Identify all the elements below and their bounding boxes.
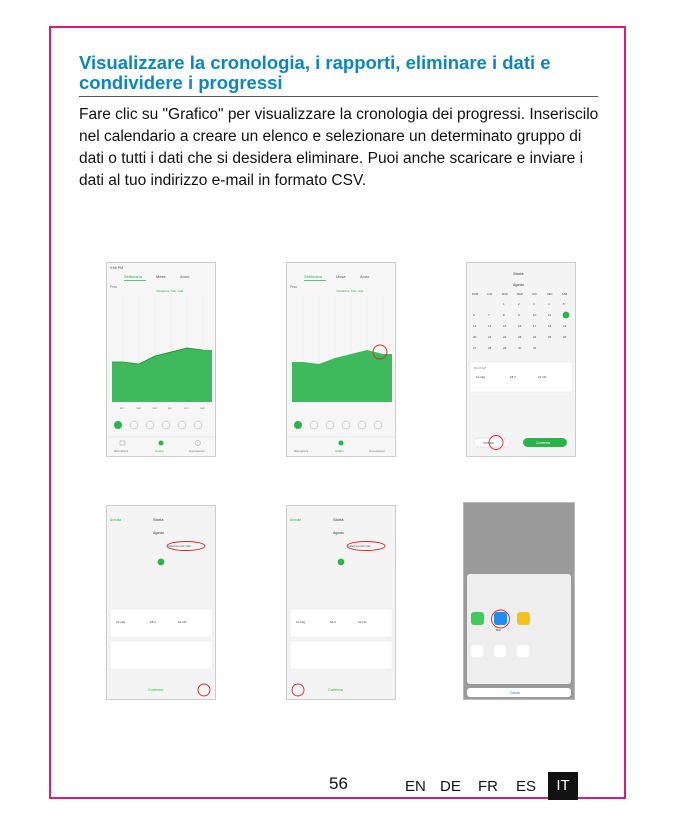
record-bmi: 18.4 — [330, 620, 336, 624]
record-fat: 21.1% — [358, 620, 367, 624]
calendar-day[interactable]: 17 — [533, 324, 537, 328]
record-weight: 10.1kg — [296, 620, 306, 624]
calendar-day[interactable]: 25 — [548, 335, 552, 339]
calendar-day[interactable]: 28 — [488, 346, 492, 350]
cancel-link[interactable]: Annulla — [290, 518, 301, 522]
calendar-day[interactable]: 1 — [503, 302, 505, 306]
screenshot-delete-data — [286, 505, 396, 709]
weekday-label: MAR — [502, 293, 508, 296]
screenshot-graph-highlight — [286, 262, 396, 466]
tab-month[interactable]: Mese — [156, 274, 166, 279]
status-bar-time: 9:56 PM — [110, 266, 124, 270]
view-all-label[interactable]: Visualizza Tutti i dati — [156, 289, 184, 293]
confirm-link[interactable]: Conferma — [328, 688, 343, 692]
record-fat: 21.1% — [538, 375, 547, 379]
language-en[interactable]: EN — [405, 778, 426, 795]
calendar-month: Agosto — [333, 531, 344, 535]
calendar-title: Storia — [333, 517, 344, 522]
calendar-day[interactable]: 22 — [503, 335, 507, 339]
language-fr[interactable]: FR — [478, 778, 498, 795]
nav-graph[interactable]: Grafico — [155, 449, 165, 453]
record-weight: 10.1kg — [116, 620, 126, 624]
mail-icon[interactable] — [494, 612, 507, 625]
tab-week[interactable]: Settimana — [304, 274, 323, 279]
svg-text:sab: sab — [200, 406, 205, 410]
calendar-day[interactable]: 3 — [533, 302, 535, 306]
weekday-label: VEN — [547, 293, 553, 296]
weekday-label: DOM — [472, 293, 479, 296]
view-all-label[interactable]: Visualizza Tutti i dati — [336, 289, 364, 293]
record-time: 00:10 AM — [474, 366, 486, 370]
calendar-day[interactable]: 6 — [473, 313, 475, 317]
title-divider — [79, 96, 598, 97]
calendar-day[interactable]: 31 — [533, 346, 537, 350]
nav-measurements[interactable]: Misurazioni — [114, 449, 129, 453]
calendar-day[interactable]: 7 — [488, 313, 490, 317]
instruction-paragraph: Fare clic su "Grafico" per visualizzare la cronologia dei progressi. Inseriscilo nel calendario a creare un elenco e selezionare un determinato gruppo di dati o tutti i dati che si desidera eliminare. Puoi anche scaricare e inviare i dati al tuo indirizzo e-mail in formato CSV. — [79, 106, 599, 189]
select-all-label[interactable]: Seleziona tutti i dati — [168, 545, 191, 548]
screenshot-graph-week — [106, 262, 216, 466]
weekday-label: LUN — [487, 293, 493, 296]
calendar-day[interactable]: 23 — [518, 335, 522, 339]
calendar-day[interactable]: 15 — [503, 324, 507, 328]
page-number: 56 — [329, 774, 348, 793]
screenshot-share-sheet — [463, 502, 573, 706]
calendar-title: Storia — [153, 517, 164, 522]
tab-year[interactable]: Anno — [180, 274, 190, 279]
nav-settings[interactable]: Impostazioni — [189, 449, 205, 453]
calendar-month: Agosto — [513, 283, 524, 287]
calendar-day[interactable]: 4 — [548, 302, 550, 306]
calendar-day[interactable]: 20 — [473, 335, 477, 339]
nav-graph[interactable]: Grafico — [335, 449, 345, 453]
language-es[interactable]: ES — [516, 778, 537, 795]
mail-label: Mail — [496, 629, 501, 632]
calendar-day[interactable]: 5 — [563, 302, 565, 306]
calendar-day[interactable]: 14 — [488, 324, 492, 328]
record-fat: 21.1% — [178, 620, 187, 624]
nav-measurements[interactable]: Misurazioni — [294, 449, 309, 453]
calendar-day[interactable]: 16 — [518, 324, 522, 328]
calendar-day[interactable]: 21 — [488, 335, 492, 339]
page-title: Visualizzare la cronologia, i rapporti, eliminare i dati e condividere i progressi — [79, 52, 551, 93]
svg-text:ven: ven — [184, 406, 189, 410]
confirm-button-label: Conferma — [536, 441, 550, 445]
svg-text:mer: mer — [152, 406, 157, 410]
screenshot-calendar — [466, 262, 576, 466]
calendar-day[interactable]: 29 — [503, 346, 507, 350]
confirm-link[interactable]: Conferma — [148, 688, 163, 692]
calendar-day[interactable]: 18 — [548, 324, 552, 328]
calendar-month: Agosto — [153, 531, 164, 535]
tab-year[interactable]: Anno — [360, 274, 370, 279]
calendar-day[interactable]: 11 — [548, 313, 552, 317]
language-de[interactable]: DE — [440, 778, 461, 795]
record-bmi: 18.4 — [150, 620, 156, 624]
svg-text:lun: lun — [120, 406, 124, 410]
messages-icon[interactable] — [471, 612, 484, 625]
screenshot-select-data — [106, 505, 216, 709]
nav-settings[interactable]: Impostazioni — [369, 449, 385, 453]
cancel-link[interactable]: Annulla — [110, 518, 121, 522]
weight-label: Peso — [110, 285, 118, 289]
calendar-day[interactable]: 13 — [473, 324, 477, 328]
calendar-day[interactable]: 9 — [518, 313, 520, 317]
calendar-day[interactable]: 26 — [563, 335, 567, 339]
weekday-label: MER — [517, 293, 523, 296]
select-all-label[interactable]: Seleziona tutti i dati — [348, 545, 371, 548]
record-weight: 10.1kg — [476, 375, 486, 379]
calendar-day[interactable]: 27 — [473, 346, 477, 350]
calendar-day[interactable]: 2 — [518, 302, 520, 306]
calendar-day[interactable]: 19 — [563, 324, 567, 328]
weekday-label: GIO — [532, 293, 537, 296]
weekday-label: SAB — [562, 293, 568, 296]
calendar-day[interactable]: 24 — [533, 335, 537, 339]
language-it-active[interactable]: IT — [548, 772, 578, 800]
tab-week[interactable]: Settimana — [124, 274, 143, 279]
share-cancel-label: Cancel — [510, 691, 520, 695]
weight-label: Peso — [290, 285, 298, 289]
calendar-title: Storia — [513, 271, 524, 276]
calendar-day[interactable]: 30 — [518, 346, 522, 350]
tab-month[interactable]: Mese — [336, 274, 346, 279]
cancel-button-label: Annulla — [483, 441, 494, 445]
calendar-day[interactable]: 10 — [533, 313, 537, 317]
record-bmi: 18.4 — [510, 375, 516, 379]
svg-text:gio: gio — [168, 406, 172, 410]
calendar-day[interactable]: 8 — [503, 313, 505, 317]
svg-text:mar: mar — [136, 406, 141, 410]
